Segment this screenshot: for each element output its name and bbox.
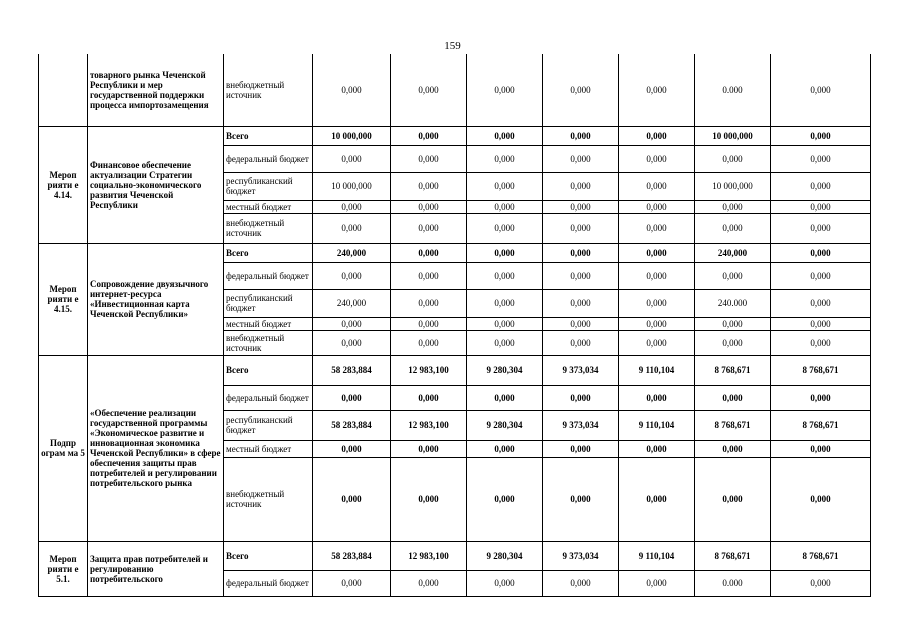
amount-cell: 0,000 (771, 570, 871, 596)
amount-cell: 0,000 (467, 145, 543, 172)
funding-source: федеральный бюджет (224, 145, 313, 172)
table-row (39, 355, 871, 385)
amount-cell: 0,000 (391, 243, 467, 262)
amount-cell: 0,000 (619, 172, 695, 200)
amount-cell: 0,000 (543, 457, 619, 541)
funding-source: республиканский бюджет (224, 410, 313, 440)
amount-cell: 0,000 (543, 289, 619, 317)
amount-cell: 0,000 (619, 145, 695, 172)
amount-cell: 0,000 (467, 126, 543, 145)
amount-cell: 10 000,000 (695, 172, 771, 200)
amount-cell: 0,000 (619, 243, 695, 262)
amount-cell: 0,000 (543, 54, 619, 126)
funding-source: федеральный бюджет (224, 570, 313, 596)
amount-cell: 0,000 (313, 145, 391, 172)
table-row (39, 54, 871, 126)
measure-code (39, 54, 88, 126)
amount-cell: 0,000 (313, 200, 391, 213)
amount-cell: 0,000 (695, 213, 771, 243)
amount-cell: 0,000 (619, 385, 695, 410)
amount-cell: 58 283,884 (313, 355, 391, 385)
measure-name: «Обеспечение реализации государственной программы «Экономическое развитие и инновационная экономика Чеченской Республики» в сфере обеспечения защиты прав потребителей и регулировании потребительского рынка (88, 355, 224, 541)
amount-cell: 0,000 (467, 243, 543, 262)
amount-cell: 0.000 (695, 570, 771, 596)
amount-cell: 0,000 (619, 440, 695, 457)
funding-source: внебюджетный источник (224, 54, 313, 126)
funding-source: республиканский бюджет (224, 172, 313, 200)
amount-cell: 0,000 (695, 385, 771, 410)
amount-cell: 0,000 (313, 262, 391, 289)
amount-cell: 9 110,104 (619, 541, 695, 570)
amount-cell: 10 000,000 (313, 172, 391, 200)
table-row (39, 541, 871, 570)
amount-cell: 0,000 (543, 317, 619, 330)
amount-cell: 12 983,100 (391, 355, 467, 385)
amount-cell: 0,000 (391, 54, 467, 126)
amount-cell: 0,000 (391, 385, 467, 410)
amount-cell: 0,000 (467, 317, 543, 330)
amount-cell: 0,000 (391, 126, 467, 145)
amount-cell: 8 768,671 (695, 541, 771, 570)
funding-source: местный бюджет (224, 440, 313, 457)
amount-cell: 0,000 (771, 330, 871, 355)
amount-cell: 0,000 (619, 457, 695, 541)
amount-cell: 0,000 (771, 200, 871, 213)
budget-table (38, 54, 871, 597)
amount-cell: 0,000 (619, 54, 695, 126)
amount-cell: 0,000 (619, 126, 695, 145)
funding-source: федеральный бюджет (224, 262, 313, 289)
amount-cell: 0,000 (467, 200, 543, 213)
amount-cell: 0,000 (391, 213, 467, 243)
funding-source: федеральный бюджет (224, 385, 313, 410)
funding-source: Всего (224, 541, 313, 570)
amount-cell: 240.000 (695, 289, 771, 317)
amount-cell: 0,000 (391, 440, 467, 457)
measure-code: Мероп рияти е 4.14. (39, 126, 88, 243)
amount-cell: 0,000 (467, 262, 543, 289)
amount-cell: 8 768,671 (771, 541, 871, 570)
amount-cell: 9 280,304 (467, 541, 543, 570)
amount-cell: 0,000 (771, 243, 871, 262)
amount-cell: 0,000 (771, 262, 871, 289)
funding-source: внебюджетный источник (224, 213, 313, 243)
amount-cell: 8 768,671 (771, 355, 871, 385)
amount-cell: 0,000 (771, 289, 871, 317)
amount-cell: 0,000 (543, 213, 619, 243)
measure-name: Защита прав потребителей и регулированию потребительского (88, 541, 224, 596)
amount-cell: 0,000 (543, 440, 619, 457)
page-number: 159 (444, 40, 461, 52)
amount-cell: 12 983,100 (391, 410, 467, 440)
amount-cell: 10 000,000 (695, 126, 771, 145)
amount-cell: 0,000 (543, 243, 619, 262)
amount-cell: 0,000 (771, 126, 871, 145)
amount-cell: 0.000 (695, 54, 771, 126)
funding-source: Всего (224, 243, 313, 262)
amount-cell: 0,000 (313, 570, 391, 596)
amount-cell: 0,000 (771, 172, 871, 200)
amount-cell: 0,000 (391, 330, 467, 355)
amount-cell: 240,000 (313, 243, 391, 262)
amount-cell: 0,000 (543, 145, 619, 172)
amount-cell: 0,000 (771, 213, 871, 243)
amount-cell: 0,000 (313, 317, 391, 330)
amount-cell: 0,000 (313, 385, 391, 410)
amount-cell: 0,000 (543, 200, 619, 213)
amount-cell: 0,000 (467, 289, 543, 317)
amount-cell: 0,000 (695, 145, 771, 172)
funding-source: внебюджетный источник (224, 457, 313, 541)
amount-cell: 0,000 (391, 262, 467, 289)
amount-cell: 0,000 (313, 440, 391, 457)
amount-cell: 0,000 (619, 262, 695, 289)
amount-cell: 8 768,671 (695, 410, 771, 440)
amount-cell: 0,000 (391, 145, 467, 172)
funding-source: местный бюджет (224, 200, 313, 213)
amount-cell: 0,000 (771, 317, 871, 330)
amount-cell: 0,000 (543, 172, 619, 200)
amount-cell: 8 768,671 (695, 355, 771, 385)
amount-cell: 12 983,100 (391, 541, 467, 570)
amount-cell: 0,000 (391, 200, 467, 213)
funding-source: местный бюджет (224, 317, 313, 330)
amount-cell: 0,000 (467, 440, 543, 457)
amount-cell: 0,000 (313, 213, 391, 243)
measure-name: Сопровождение двуязычного интернет-ресурса «Инвестиционная карта Чеченской Республики» (88, 243, 224, 355)
funding-source: республиканский бюджет (224, 289, 313, 317)
amount-cell: 0,000 (695, 440, 771, 457)
amount-cell: 0,000 (771, 440, 871, 457)
amount-cell: 0,000 (771, 385, 871, 410)
funding-source: внебюджетный источник (224, 330, 313, 355)
amount-cell: 0,000 (391, 317, 467, 330)
amount-cell: 58 283,884 (313, 410, 391, 440)
measure-name: товарного рынка Чеченской Республики и мер государственной поддержки процесса импортозамещения (88, 54, 224, 126)
amount-cell: 9 373,034 (543, 355, 619, 385)
amount-cell: 0,000 (467, 213, 543, 243)
amount-cell: 0,000 (771, 457, 871, 541)
amount-cell: 0,000 (771, 145, 871, 172)
amount-cell: 0,000 (467, 570, 543, 596)
amount-cell: 0,000 (695, 262, 771, 289)
amount-cell: 0,000 (543, 330, 619, 355)
amount-cell: 0,000 (467, 330, 543, 355)
amount-cell: 9 110,104 (619, 355, 695, 385)
amount-cell: 240,000 (695, 243, 771, 262)
amount-cell: 0,000 (695, 317, 771, 330)
amount-cell: 0,000 (619, 330, 695, 355)
amount-cell: 0,000 (467, 172, 543, 200)
amount-cell: 0,000 (619, 570, 695, 596)
table-row (39, 126, 871, 145)
amount-cell: 9 280,304 (467, 355, 543, 385)
measure-code: Подпр ограм ма 5 (39, 355, 88, 541)
amount-cell: 0,000 (391, 570, 467, 596)
amount-cell: 0,000 (467, 385, 543, 410)
amount-cell: 58 283,884 (313, 541, 391, 570)
amount-cell: 0,000 (467, 457, 543, 541)
funding-source: Всего (224, 355, 313, 385)
measure-code: Мероп рияти е 5.1. (39, 541, 88, 596)
amount-cell: 0,000 (771, 54, 871, 126)
funding-source: Всего (224, 126, 313, 145)
amount-cell: 240,000 (313, 289, 391, 317)
amount-cell: 9 373,034 (543, 410, 619, 440)
amount-cell: 0,000 (313, 330, 391, 355)
amount-cell: 0,000 (695, 200, 771, 213)
amount-cell: 0,000 (543, 262, 619, 289)
amount-cell: 0,000 (543, 385, 619, 410)
amount-cell: 9 280,304 (467, 410, 543, 440)
amount-cell: 0,000 (619, 317, 695, 330)
amount-cell: 0,000 (543, 570, 619, 596)
amount-cell: 0,000 (695, 457, 771, 541)
amount-cell: 0,000 (391, 289, 467, 317)
amount-cell: 0,000 (543, 126, 619, 145)
table-row (39, 243, 871, 262)
amount-cell: 9 110,104 (619, 410, 695, 440)
amount-cell: 0,000 (391, 172, 467, 200)
amount-cell: 0,000 (313, 457, 391, 541)
amount-cell: 0,000 (391, 457, 467, 541)
amount-cell: 0,000 (313, 54, 391, 126)
amount-cell: 8 768,671 (771, 410, 871, 440)
amount-cell: 0,000 (467, 54, 543, 126)
amount-cell: 0,000 (619, 289, 695, 317)
measure-name: Финансовое обеспечение актуализации Стратегии социально-экономического развития Чеченской Республики (88, 126, 224, 243)
amount-cell: 0,000 (619, 200, 695, 213)
amount-cell: 0,000 (695, 330, 771, 355)
measure-code: Мероп рияти е 4.15. (39, 243, 88, 355)
amount-cell: 10 000,000 (313, 126, 391, 145)
amount-cell: 0,000 (619, 213, 695, 243)
amount-cell: 9 373,034 (543, 541, 619, 570)
